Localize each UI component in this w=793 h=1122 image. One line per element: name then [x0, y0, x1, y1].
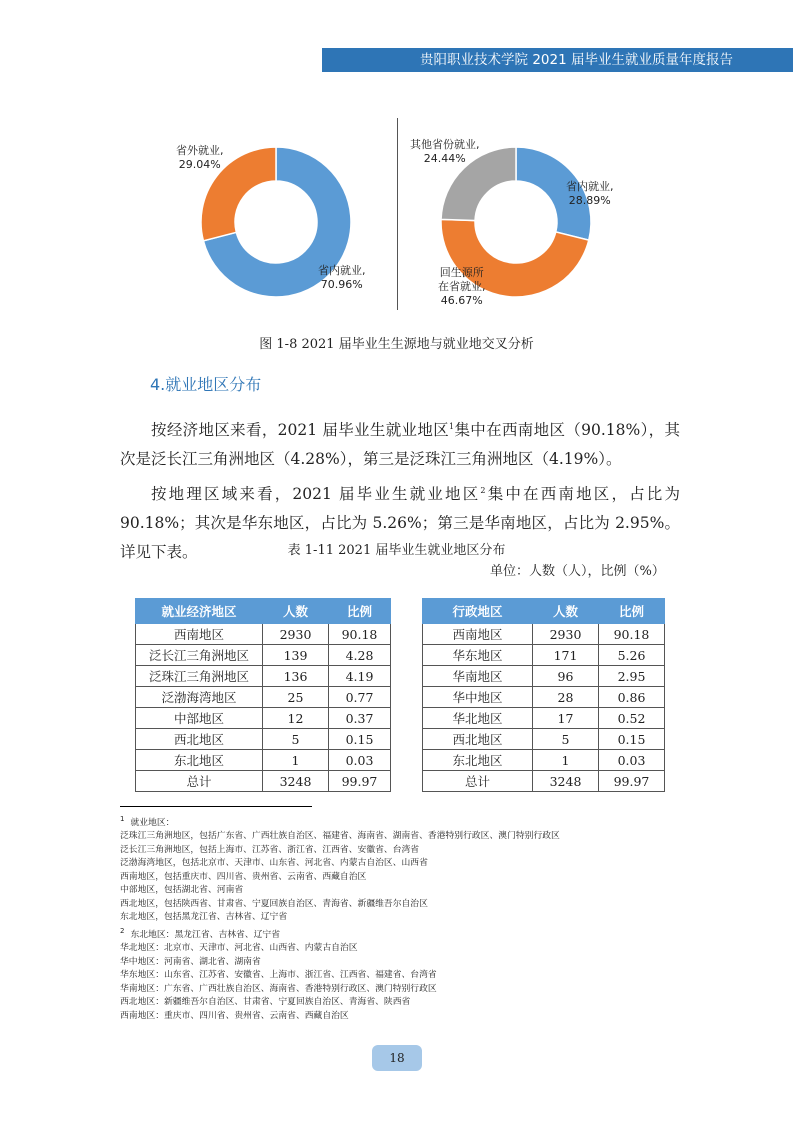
table-cell: 2930 [263, 624, 329, 645]
table-economic-regions [135, 598, 391, 792]
footnotes [120, 813, 680, 1023]
table-admin-regions [422, 598, 665, 792]
table-cell: 华东地区 [423, 645, 533, 666]
table-cell: 136 [263, 666, 329, 687]
table-cell: 华中地区 [423, 687, 533, 708]
footnote-line: 泛渤海湾地区，包括北京市、天津市、山东省、河北省、内蒙古自治区、山西省 [120, 858, 428, 869]
table-cell: 0.15 [599, 729, 665, 750]
table-row [423, 666, 665, 687]
table-cell: 12 [263, 708, 329, 729]
table-cell: 5 [533, 729, 599, 750]
figure-caption: 图 1-8 2021 届毕业生生源地与就业地交叉分析 [259, 337, 534, 352]
footnote-line: 西北地区，包括陕西省、甘肃省、宁夏回族自治区、青海省、新疆维吾尔自治区 [120, 898, 428, 909]
econ-header-cell: 比例 [329, 599, 391, 624]
footnote-1-title [120, 813, 680, 830]
table-cell: 2930 [533, 624, 599, 645]
table-cell: 0.52 [599, 708, 665, 729]
table-cell: 西北地区 [423, 729, 533, 750]
table-cell: 3248 [263, 771, 329, 792]
table-cell: 99.97 [599, 771, 665, 792]
figure-charts [0, 0, 793, 340]
table-row [136, 750, 391, 771]
footnote-line: 华北地区：北京市、天津市、河北省、山西省、内蒙古自治区 [120, 943, 358, 954]
table-cell: 华南地区 [423, 666, 533, 687]
footnote-line: 中部地区，包括湖北省、河南省 [120, 885, 244, 896]
footnote-line: 泛长江三角洲地区，包括上海市、江苏省、浙江省、江西省、安徽省、台湾省 [120, 844, 420, 855]
table-row [423, 729, 665, 750]
table-cell: 90.18 [329, 624, 391, 645]
table-row [423, 771, 665, 792]
table-cell: 1 [533, 750, 599, 771]
table-cell: 4.28 [329, 645, 391, 666]
footnote-line: 西北地区：新疆维吾尔自治区、甘肃省、宁夏回族自治区、青海省、陕西省 [120, 997, 411, 1008]
table-cell: 0.03 [599, 750, 665, 771]
table-cell: 99.97 [329, 771, 391, 792]
table-cell: 5 [263, 729, 329, 750]
econ-header-cell: 人数 [263, 599, 329, 624]
table-caption: 表 1-11 2021 届毕业生就业地区分布 [287, 543, 506, 558]
table-cell: 0.77 [329, 687, 391, 708]
paragraph-text: 集中在西南地区，占比为 90.18%；其次是华东地区，占比为 5.26%；第三是华南地区，占比为 2.95%。详见下表。 [120, 485, 680, 562]
table-row [136, 666, 391, 687]
table-cell: 28 [533, 687, 599, 708]
table-row [136, 708, 391, 729]
table-cell: 171 [533, 645, 599, 666]
footnote-line: 东北地区，包括黑龙江省、吉林省、辽宁省 [120, 912, 288, 923]
table-cell: 17 [533, 708, 599, 729]
table-cell: 总计 [423, 771, 533, 792]
table-cell: 总计 [136, 771, 263, 792]
table-cell: 中部地区 [136, 708, 263, 729]
slice-label-other-province: 其他省份就业, 24.44% [410, 138, 480, 165]
table-cell: 5.26 [599, 645, 665, 666]
chart-divider [397, 118, 398, 310]
footnote-line: 西南地区：重庆市、四川省、贵州省、云南省、西藏自治区 [120, 1010, 349, 1021]
table-cell: 25 [263, 687, 329, 708]
table-row [136, 771, 391, 792]
slice-label-out-province: 省外就业, 29.04% [176, 144, 224, 171]
slice-label-in-province: 省内就业, 70.96% [318, 264, 366, 291]
table-row [423, 645, 665, 666]
unit-note: 单位：人数（人），比例（%） [490, 564, 665, 579]
table-cell: 1 [263, 750, 329, 771]
table-cell: 139 [263, 645, 329, 666]
admin-header-cell: 人数 [533, 599, 599, 624]
footnote-line: 华东地区：山东省、江苏省、安徽省、上海市、浙江省、江西省、福建省、台湾省 [120, 970, 437, 981]
admin-header-cell: 比例 [599, 599, 665, 624]
table-cell: 0.86 [599, 687, 665, 708]
footnote-text: 就业地区： [130, 817, 175, 828]
paragraph-text: 按地理区域来看，2021 届毕业生就业地区 [151, 485, 481, 504]
table-cell: 东北地区 [136, 750, 263, 771]
section-heading: 4.就业地区分布 [150, 375, 262, 394]
table-cell: 0.37 [329, 708, 391, 729]
table-cell: 90.18 [599, 624, 665, 645]
table-cell: 3248 [533, 771, 599, 792]
table-cell: 泛长江三角洲地区 [136, 645, 263, 666]
table-cell: 4.19 [329, 666, 391, 687]
footnote-line: 泛珠江三角洲地区，包括广东省、广西壮族自治区、福建省、海南省、湖南省、香港特别行政区、澳门特别行政区 [120, 831, 560, 842]
footnote-line: 华南地区：广东省、广西壮族自治区、海南省、香港特别行政区、澳门特别行政区 [120, 983, 437, 994]
footnote-ref: 1 [449, 422, 455, 431]
footnote-mark: 1 [120, 815, 125, 823]
table-row [423, 624, 665, 645]
slice-label-source-province: 回生源所 在省就业, 46.67% [438, 266, 486, 307]
table-cell: 0.03 [329, 750, 391, 771]
footnote-ref: 2 [480, 486, 486, 495]
footnote-2-title [120, 925, 680, 942]
page-number: 18 [372, 1045, 422, 1071]
footnote-rule [120, 806, 312, 807]
footnote-line: 华中地区：河南省、湖北省、湖南省 [120, 956, 261, 967]
table-cell: 96 [533, 666, 599, 687]
table-row [136, 729, 391, 750]
paragraph-economic [120, 412, 680, 474]
table-cell: 西南地区 [423, 624, 533, 645]
paragraph-text: 集中在西南地区（90.18%），其次是泛长江三角洲地区（4.28%），第三是泛珠江三角洲地区（4.19%）。 [120, 421, 680, 469]
table-row [136, 624, 391, 645]
table-cell: 西北地区 [136, 729, 263, 750]
footnote-line: 西南地区，包括重庆市、四川省、贵州省、云南省、西藏自治区 [120, 871, 367, 882]
table-row [136, 645, 391, 666]
econ-header-cell: 就业经济地区 [136, 599, 263, 624]
admin-header-cell: 行政地区 [423, 599, 533, 624]
table-cell: 华北地区 [423, 708, 533, 729]
table-cell: 西南地区 [136, 624, 263, 645]
report-title: 贵阳职业技术学院 2021 届毕业生就业质量年度报告 [420, 52, 733, 68]
footnote-text: 东北地区：黑龙江省、吉林省、辽宁省 [130, 929, 281, 940]
table-cell: 东北地区 [423, 750, 533, 771]
table-cell: 2.95 [599, 666, 665, 687]
table-row [423, 708, 665, 729]
slice-label-home-in-province: 省内就业, 28.89% [566, 180, 614, 207]
table-row [423, 750, 665, 771]
table-row [423, 687, 665, 708]
paragraph-text: 按经济地区来看，2021 届毕业生就业地区 [151, 421, 450, 440]
table-cell: 泛渤海湾地区 [136, 687, 263, 708]
table-row [136, 687, 391, 708]
table-cell: 0.15 [329, 729, 391, 750]
table-cell: 泛珠江三角洲地区 [136, 666, 263, 687]
footnote-mark: 2 [120, 926, 125, 935]
